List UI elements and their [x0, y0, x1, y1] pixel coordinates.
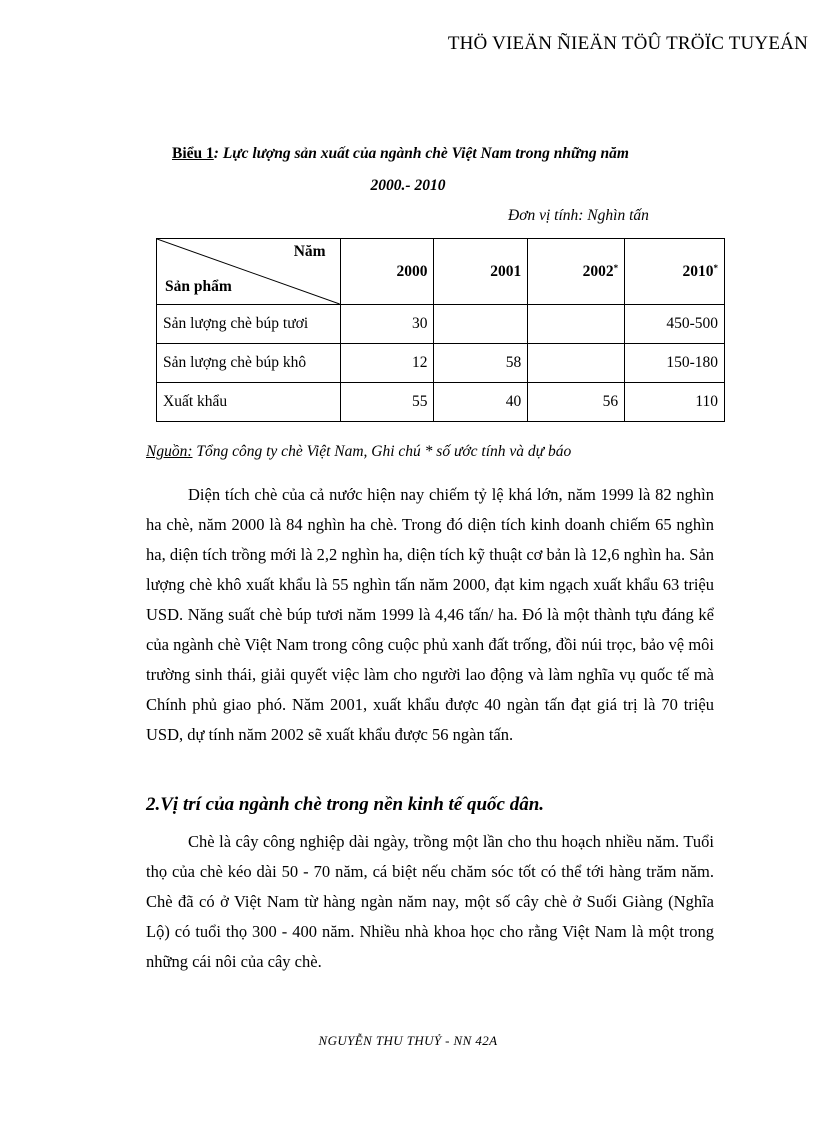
- table-row: [157, 344, 725, 383]
- table-cell: 56: [528, 383, 625, 422]
- year-label: 2010: [682, 262, 714, 280]
- table-cell: 450-500: [625, 305, 725, 344]
- source-text: Tổng công ty chè Việt Nam, Ghi chú * số ước tính và dự báo: [192, 443, 572, 460]
- table-cell: [528, 344, 625, 383]
- body-paragraph-2: Chè là cây công nghiệp dài ngày, trồng một lần cho thu hoạch nhiều năm. Tuổi thọ của chè kéo dài 50 - 70 năm, cá biệt nếu chăm sóc tốt có thể tới hàng trăm năm. Chè đã có ở Việt Nam từ hàng ngàn năm nay, một số cây chè ở Suối Giàng (Nghĩa Lộ) có tuổi thọ 300 - 400 năm. Nhiều nhà khoa học cho rằng Việt Nam là một trong những cái nôi của cây chè.: [146, 832, 714, 971]
- table-row: [157, 383, 725, 422]
- source-note: [146, 443, 571, 461]
- table-cell: 58: [434, 344, 528, 383]
- row-label: Sản lượng chè búp tươi: [157, 305, 341, 344]
- table-cell: 30: [340, 305, 434, 344]
- table-header-row: [157, 239, 725, 305]
- page-header: THÖ VIEÄN ÑIEÄN TÖÛ TRÖÏC TUYEÁN: [447, 33, 808, 54]
- year-label: 2002: [582, 262, 614, 280]
- page-footer: NGUYỄN THU THUỶ - NN 42A: [318, 1033, 498, 1048]
- production-table: [156, 238, 725, 422]
- table-cell: 12: [340, 344, 434, 383]
- source-label: Nguồn:: [146, 443, 193, 460]
- estimate-mark: *: [613, 262, 619, 273]
- table-row: [157, 305, 725, 344]
- table-cell: 55: [340, 383, 434, 422]
- year-header: [625, 239, 725, 305]
- table-cell: [434, 305, 528, 344]
- unit-note: Đơn vị tính: Nghìn tấn: [508, 207, 649, 224]
- row-label: Sản lượng chè búp khô: [157, 344, 341, 383]
- row-label: Xuất khẩu: [157, 383, 341, 422]
- year-axis-label: Năm: [293, 243, 326, 260]
- section-heading: 2.Vị trí của ngành chè trong nền kinh tế quốc dân.: [146, 794, 545, 815]
- product-axis-label: Sản phẩm: [165, 278, 232, 295]
- table-caption: [172, 145, 629, 163]
- table-cell: 110: [625, 383, 725, 422]
- caption-title-line2: 2000.- 2010: [370, 177, 446, 194]
- estimate-mark: *: [713, 262, 718, 273]
- corner-header-cell: [157, 239, 341, 305]
- body-paragraph-1: Diện tích chè của cả nước hiện nay chiếm tỷ lệ khá lớn, năm 1999 là 82 nghìn ha chè, năm 2000 là 84 nghìn ha chè. Trong đó diện tích kinh doanh chiếm 65 nghìn ha, diện tích trồng mới là 2,2 nghìn ha, diện tích kỹ thuật cơ bản là 12,6 nghìn ha. Sản lượng chè khô xuất khẩu là 55 nghìn tấn năm 2000, đạt kim ngạch xuất khẩu 63 triệu USD. Năng suất chè búp tươi năm 1999 là 4,46 tấn/ ha. Đó là một thành tựu đáng kể của ngành chè Việt Nam trong công cuộc phủ xanh đất trống, đồi núi trọc, bảo vệ môi trường sinh thái, giải quyết việc làm cho người lao động và làm nghĩa vụ quốc tế mà Chính phủ giao phó. Năm 2001, xuất khẩu được 40 ngàn tấn đạt giá trị là 70 triệu USD, dự tính năm 2002 sẽ xuất khẩu được 56 ngàn tấn.: [146, 485, 714, 744]
- table-cell: 150-180: [625, 344, 725, 383]
- table-cell: [528, 305, 625, 344]
- year-header: 2000: [340, 239, 434, 305]
- caption-label: Biểu 1: [172, 145, 214, 162]
- year-header: 2001: [434, 239, 528, 305]
- year-header: [528, 239, 625, 305]
- caption-title-line1: : Lực lượng sản xuất của ngành chè Việt Nam trong những năm: [213, 145, 629, 162]
- table-cell: 40: [434, 383, 528, 422]
